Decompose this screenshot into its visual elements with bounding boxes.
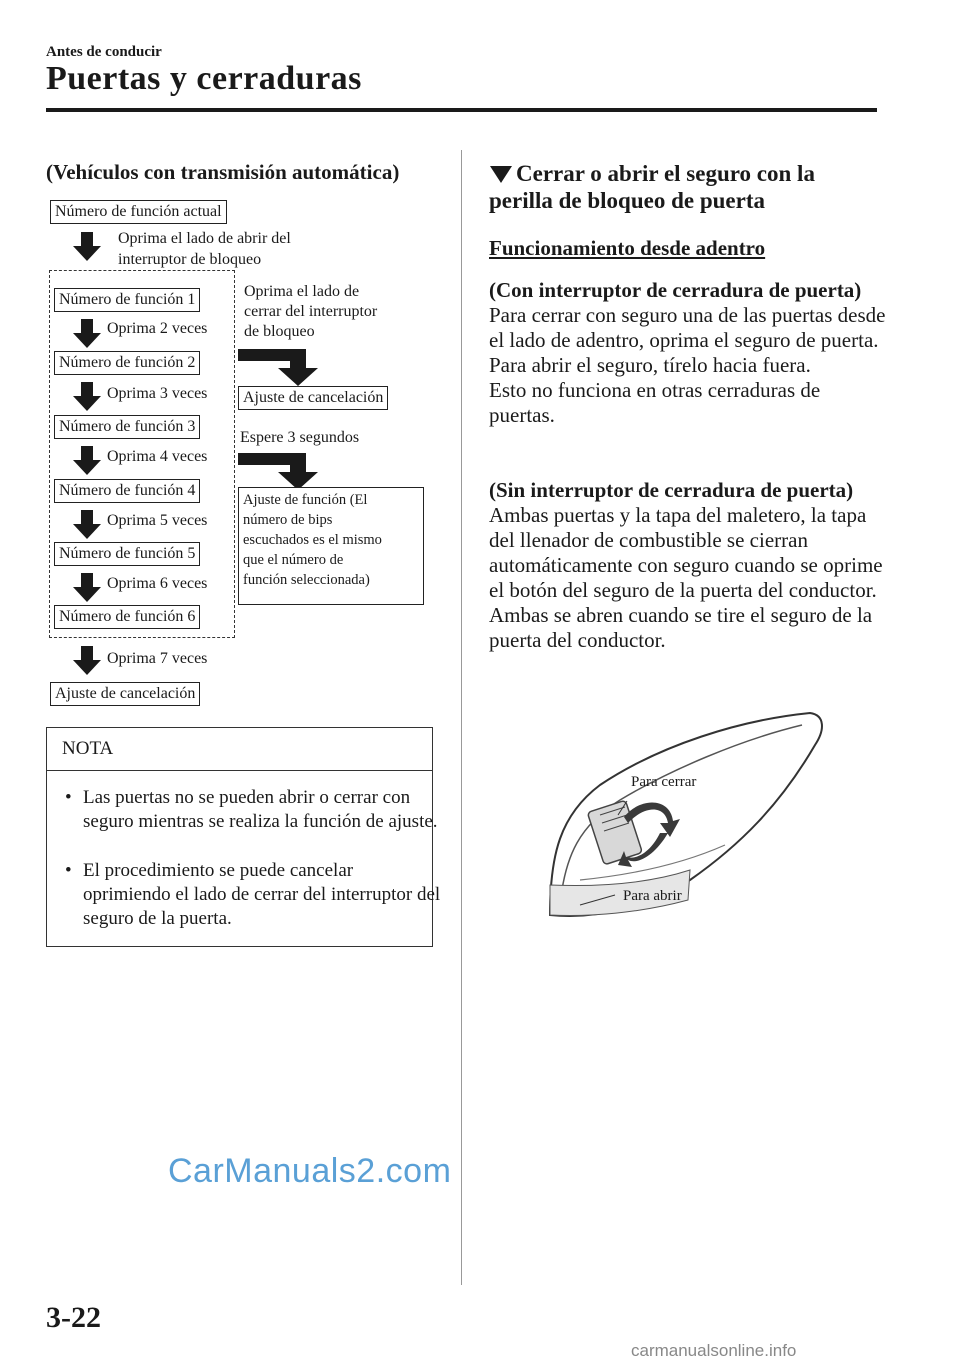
box-function-setting: Ajuste de función (El número de bips escuchados es el mismo que el número de función seleccionada) xyxy=(238,487,424,605)
note-item-text: Las puertas no se pueden abrir o cerrar con seguro mientras se realiza la función de ajuste. xyxy=(83,787,438,832)
box-cancel-setting: Ajuste de cancelación xyxy=(50,682,200,706)
figure-label-close: Para cerrar xyxy=(631,774,697,790)
section-label: Antes de conducir xyxy=(46,44,162,60)
note-title: NOTA xyxy=(62,738,114,759)
flow-heading: (Vehículos con transmisión automática) xyxy=(46,160,400,184)
down-arrow-icon xyxy=(72,446,102,476)
box-function-3: Número de función 3 xyxy=(54,415,200,439)
press-label: Oprima 4 veces xyxy=(107,448,208,465)
figure-label-open: Para abrir xyxy=(623,888,682,904)
down-arrow-icon xyxy=(72,382,102,412)
column-divider xyxy=(461,150,462,1285)
box-function-6: Número de función 6 xyxy=(54,605,200,629)
door-lock-illustration xyxy=(540,705,830,933)
down-arrow-icon xyxy=(72,510,102,540)
down-arrow-icon xyxy=(72,646,102,676)
down-arrow-icon xyxy=(72,232,102,262)
box-function-4: Número de función 4 xyxy=(54,479,200,503)
note-item-text: El procedimiento se puede cancelar oprimiendo el lado de cerrar del interruptor del seguro de la puerta. xyxy=(83,860,441,929)
box-cancel-setting-right: Ajuste de cancelación xyxy=(238,386,388,410)
note-item xyxy=(65,859,443,931)
down-arrow-icon xyxy=(72,319,102,349)
press-label: Oprima 3 veces xyxy=(107,385,208,402)
bent-arrow-icon xyxy=(238,450,324,490)
paragraph-without-switch xyxy=(489,478,889,653)
press-lock-label: Oprima el lado de cerrar del interruptor de bloqueo xyxy=(244,283,378,340)
bullet-icon: • xyxy=(65,787,72,808)
box-current-function: Número de función actual xyxy=(50,200,227,224)
bullet-icon: • xyxy=(65,860,72,881)
page-number: 3-22 xyxy=(46,1301,101,1334)
press-label: Oprima 7 veces xyxy=(107,650,208,667)
note-item xyxy=(65,786,443,834)
box-function-2: Número de función 2 xyxy=(54,351,200,375)
watermark-footer: carmanualsonline.info xyxy=(631,1341,797,1360)
press-label: Oprima 6 veces xyxy=(107,575,208,592)
header-rule xyxy=(46,108,877,112)
para-text: Para cerrar con seguro una de las puertas desde el lado de adentro, oprima el seguro de puerta. Para abrir el seguro, tírelo hacia fuera. Esto no funciona en otras cerraduras de puertas. xyxy=(489,303,886,427)
subheading: Funcionamiento desde adentro xyxy=(489,236,766,260)
paragraph-with-switch xyxy=(489,278,889,428)
bent-arrow-icon xyxy=(238,346,324,386)
down-arrow-icon xyxy=(72,573,102,603)
press-label: Oprima 2 veces xyxy=(107,320,208,337)
page-title: Puertas y cerraduras xyxy=(46,60,362,97)
box-function-1: Número de función 1 xyxy=(54,288,200,312)
section-heading: Cerrar o abrir el seguro con la perilla de bloqueo de puerta xyxy=(489,161,815,213)
box-function-5: Número de función 5 xyxy=(54,542,200,566)
step-unlock-label: Oprima el lado de abrir del interruptor de bloqueo xyxy=(118,230,291,268)
wait-label: Espere 3 segundos xyxy=(240,429,360,446)
note-box xyxy=(46,727,441,947)
para-heading: (Con interruptor de cerradura de puerta) xyxy=(489,278,862,302)
press-label: Oprima 5 veces xyxy=(107,512,208,529)
para-text: Ambas puertas y la tapa del maletero, la tapa del llenador de combustible se cierran automáticamente con seguro cuando se oprime el botón del seguro de la puerta del conductor. Ambas se abren cuando se tire el seguro de la puerta del conductor. xyxy=(489,503,883,652)
para-heading: (Sin interruptor de cerradura de puerta) xyxy=(489,478,854,502)
watermark: CarManuals2.com xyxy=(168,1152,452,1190)
note-header xyxy=(47,728,432,771)
